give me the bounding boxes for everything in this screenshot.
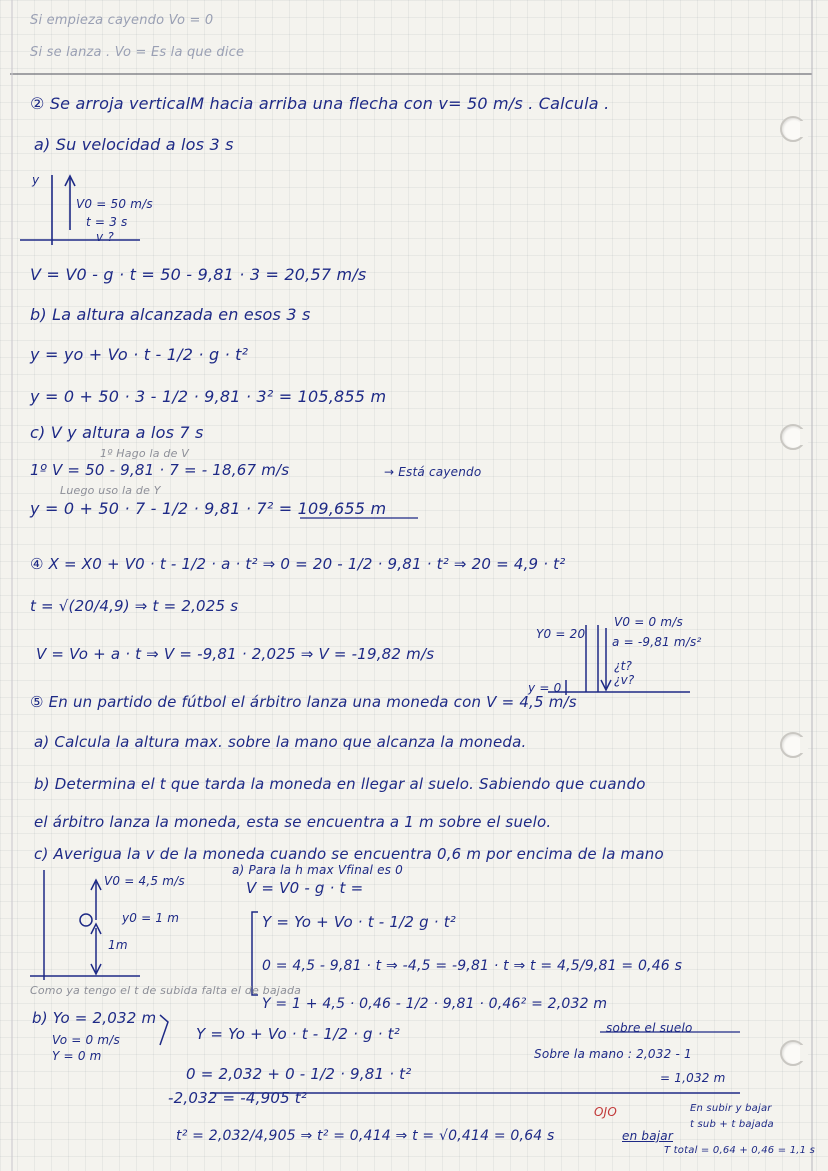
sketch-v0: V0 = 50 m/s <box>76 197 153 211</box>
equation-t: 0 = 4,5 - 9,81 · t ⇒ -4,5 = -9,81 · t ⇒ t = 4,5/9,81 = 0,46 s <box>262 958 683 974</box>
b-formula: Y = Yo + Vo · t - 1/2 · g · t² <box>196 1025 400 1043</box>
sketch-axis-label: y <box>32 173 40 187</box>
sketch-v: v ? <box>96 230 114 244</box>
problem-4-velocity: V = Vo + a · t ⇒ V = -9,81 · 2,025 ⇒ V = -19,82 m/s <box>36 645 435 663</box>
problem-5-statement: ⑤ En un partido de fútbol el árbitro lanza una moneda con V = 4,5 m/s <box>30 693 577 711</box>
equation-ymax: Y = 1 + 4,5 · 0,46 - 1/2 · 9,81 · 0,46² = 2,032 m <box>262 996 608 1012</box>
ojo-note: OJO <box>594 1105 618 1119</box>
ymax-note: sobre el suelo <box>606 1021 693 1035</box>
problem-2-statement: ② Se arroja verticalM hacia arriba una flecha con v= 50 m/s . Calcula . <box>30 94 610 113</box>
sketch-t: t = 3 s <box>86 215 128 229</box>
total-result: T total = 0,64 + 0,46 = 1,1 s <box>664 1145 815 1156</box>
sketch-v0: V0 = 4,5 m/s <box>104 874 185 888</box>
pencil-note: Como ya tengo el t de subida falta el de bajada <box>30 984 302 997</box>
total-note: t sub + t bajada <box>690 1119 774 1130</box>
problem-5-part-c: c) Averigua la v de la moneda cuando se encuentra 0,6 m por encima de la mano <box>34 845 664 863</box>
sketch-y0: y0 = 1 m <box>122 911 180 925</box>
header-note: Si se lanza . Vo = Es la que dice <box>30 45 245 60</box>
pencil-note: Luego uso la de Y <box>60 484 161 497</box>
sketch-v0: V0 = 0 m/s <box>614 615 683 629</box>
equation-height-value: y = 0 + 50 · 3 - 1/2 · 9,81 · 3² = 105,855 m <box>30 387 387 406</box>
problem-4-equation: ④ X = X0 + V0 · t - 1/2 · a · t² ⇒ 0 = 20 - 1/2 · 9,81 · t² ⇒ 20 = 4,9 · t² <box>30 555 566 573</box>
given-y0: b) Yo = 2,032 m <box>32 1009 157 1027</box>
hand-result: = 1,032 m <box>660 1071 726 1085</box>
falling-note: → Está cayendo <box>384 465 482 479</box>
sketch-v: ¿v? <box>614 673 635 687</box>
bajar-note: en bajar <box>622 1129 673 1143</box>
note-a: a) Para la h max Vfinal es 0 <box>232 863 403 877</box>
equation-v: V = V0 - g · t = <box>246 879 364 897</box>
problem-5-part-b: b) Determina el t que tarda la moneda en llegar al suelo. Sabiendo que cuando <box>34 775 646 793</box>
sketch-height: 1m <box>108 938 128 952</box>
equation-y: Y = Yo + Vo · t - 1/2 g · t² <box>262 913 456 931</box>
problem-4-time: t = √(20/4,9) ⇒ t = 2,025 s <box>30 597 239 615</box>
equation-velocity-7s: 1º V = 50 - 9,81 · 7 = - 18,67 m/s <box>30 461 290 479</box>
problem-2-part-a: a) Su velocidad a los 3 s <box>34 135 234 154</box>
problem-2-part-b: b) La altura alcanzada en esos 3 s <box>30 305 311 324</box>
equation-height-formula: y = yo + Vo · t - 1/2 · g · t² <box>30 345 249 364</box>
sketch-ground: y = 0 <box>528 681 562 695</box>
sketch-y0: Y0 = 20 <box>536 627 586 641</box>
equation-height-7s: y = 0 + 50 · 7 - 1/2 · 9,81 · 7² = 109,655 m <box>30 499 387 518</box>
problem-5-part-b-cont: el árbitro lanza la moneda, esta se encuentra a 1 m sobre el suelo. <box>34 813 552 831</box>
b-step2: -2,032 = -4,905 t² <box>168 1089 308 1107</box>
problem-5-part-a: a) Calcula la altura max. sobre la mano que alcanza la moneda. <box>34 733 527 751</box>
total-note: En subir y bajar <box>690 1103 772 1114</box>
b-step1: 0 = 2,032 + 0 - 1/2 · 9,81 · t² <box>186 1065 412 1083</box>
given-y: Y = 0 m <box>52 1049 102 1063</box>
equation-velocity: V = V0 - g · t = 50 - 9,81 · 3 = 20,57 m/s <box>30 265 367 284</box>
problem-2-part-c: c) V y altura a los 7 s <box>30 423 204 442</box>
pencil-note: 1º Hago la de V <box>100 447 189 460</box>
sketch-t: ¿t? <box>614 659 633 673</box>
hand-note: Sobre la mano : 2,032 - 1 <box>534 1047 692 1061</box>
sketch-a: a = -9,81 m/s² <box>612 635 702 649</box>
header-note: Si empieza cayendo Vo = 0 <box>30 13 214 28</box>
b-step3: t² = 2,032/4,905 ⇒ t² = 0,414 ⇒ t = √0,414 = 0,64 s <box>176 1128 555 1144</box>
given-v0: Vo = 0 m/s <box>52 1033 120 1047</box>
